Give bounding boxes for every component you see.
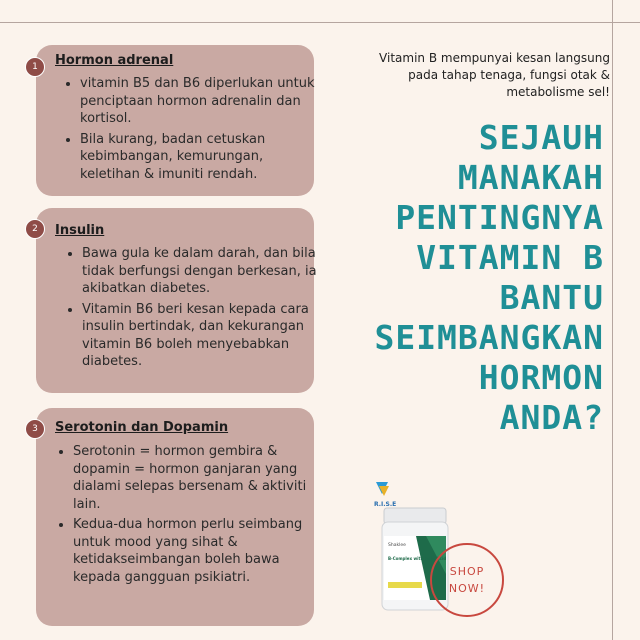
card-number-badge: 2 bbox=[25, 219, 45, 239]
headline-line: BANTU bbox=[499, 278, 604, 317]
headline-line: MANAKAH bbox=[457, 158, 604, 197]
headline-line: PENTINGNYA bbox=[395, 198, 604, 237]
card-number-badge: 3 bbox=[25, 419, 45, 439]
headline-line: ANDA? bbox=[499, 398, 604, 437]
intro-text: Vitamin B mempunyai kesan langsung pada tahap tenaga, fungsi otak & metabolisme sel! bbox=[379, 51, 610, 99]
list-item: • Serotonin = hormon gembira & dopamin = hormon ganjaran yang dialami selepas bersenam & aktiviti lain. bbox=[73, 443, 313, 513]
headline-line: VITAMIN B bbox=[416, 238, 604, 277]
card-title: Serotonin dan Dopamin bbox=[55, 420, 229, 435]
shop-now-line2: NOW! bbox=[448, 582, 486, 595]
shop-now-button[interactable] bbox=[430, 543, 504, 617]
bullet-list bbox=[66, 75, 316, 186]
headline bbox=[304, 118, 604, 438]
headline-line: HORMON bbox=[478, 358, 604, 397]
list-item: • Kedua-dua hormon perlu seimbang untuk mood yang sihat & ketidakseimbangan boleh bawa kepada gangguan psikiatri. bbox=[73, 516, 313, 586]
info-card-insulin bbox=[32, 208, 317, 393]
shop-now-line1: SHOP bbox=[449, 565, 485, 578]
frame-line-horizontal bbox=[0, 22, 640, 23]
card-title: Hormon adrenal bbox=[55, 53, 174, 68]
headline-line: SEIMBANGKAN bbox=[374, 318, 604, 357]
bullet-list bbox=[68, 245, 324, 374]
list-item: • Bila kurang, badan cetuskan kebimbangan, kemurungan, keletihan & imuniti rendah. bbox=[80, 131, 316, 184]
product-name: B-Complex with Folic Acid bbox=[388, 556, 447, 561]
list-item: • Vitamin B6 beri kesan kepada cara insulin bertindak, dan kekurangan vitamin B6 boleh menyebabkan diabetes. bbox=[82, 301, 324, 371]
list-item: • vitamin B5 dan B6 diperlukan untuk penciptaan hormon adrenalin dan kortisol. bbox=[80, 75, 316, 128]
card-number-badge: 1 bbox=[25, 57, 45, 77]
frame-line-vertical bbox=[612, 0, 613, 640]
info-card-serotonin-dopamin bbox=[32, 408, 314, 626]
bullet-list bbox=[59, 443, 313, 589]
info-card-adrenal bbox=[32, 45, 315, 196]
headline-line: SEJAUH bbox=[478, 118, 604, 157]
label-yellow-band bbox=[388, 582, 422, 588]
product-maker: Shaklee bbox=[388, 543, 406, 548]
card-title: Insulin bbox=[55, 223, 105, 238]
list-item: • Bawa gula ke dalam darah, dan bila tidak berfungsi dengan berkesan, ia akibatkan diabetes. bbox=[82, 245, 324, 298]
product-brand: R.I.S.E bbox=[374, 501, 397, 508]
